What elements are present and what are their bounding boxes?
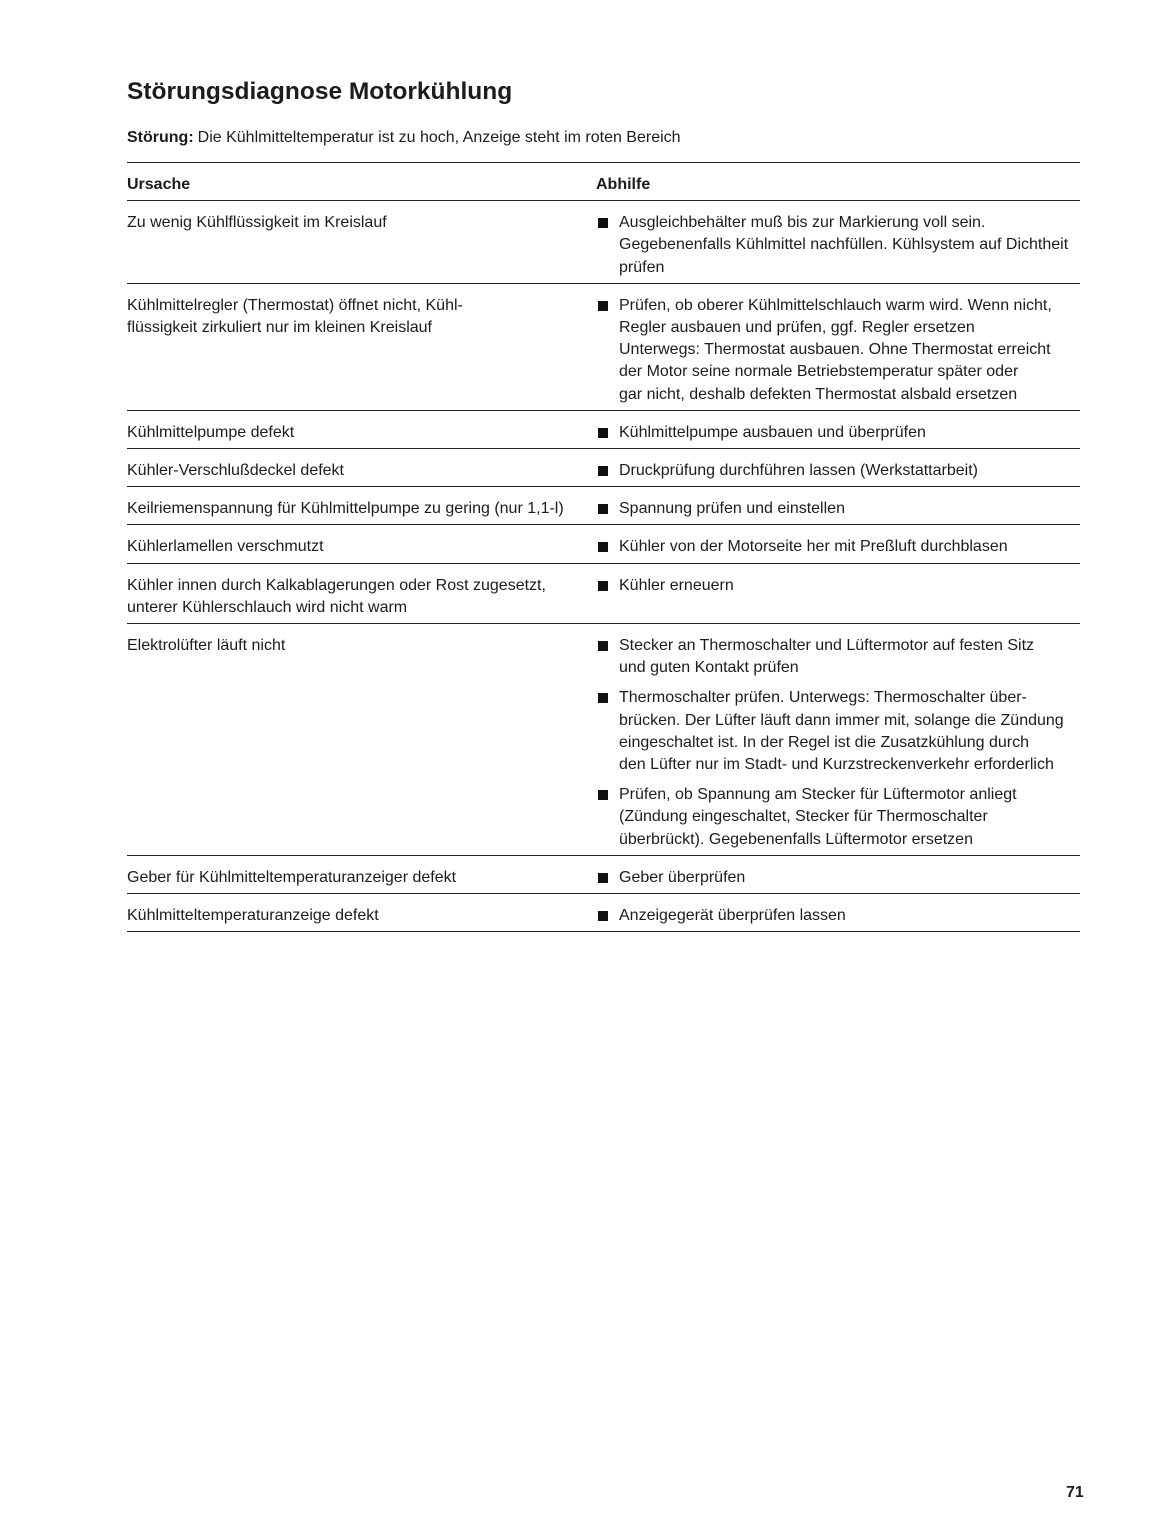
remedy-line: Thermoschalter prüfen. Unterwegs: Thermoschalter über- — [619, 689, 1027, 707]
cause-line: Kühlmittelregler (Thermostat) öffnet nicht, Kühl- — [127, 296, 463, 314]
cause-cell — [127, 460, 596, 482]
cause-line: Zu wenig Kühlflüssigkeit im Kreislauf — [127, 214, 387, 232]
remedy-line: (Zündung eingeschaltet, Stecker für Thermoschalter — [619, 808, 988, 826]
remedy-line: Prüfen, ob Spannung am Stecker für Lüftermotor anliegt — [619, 786, 1017, 804]
remedy-line: prüfen — [619, 258, 665, 276]
remedy-cell — [596, 212, 1080, 279]
cause-line: Kühlmittelpumpe defekt — [127, 423, 295, 441]
cause-line: Kühler-Verschlußdeckel defekt — [127, 462, 344, 480]
bullet-square-icon — [598, 641, 608, 651]
remedy-line: Regler ausbauen und prüfen, ggf. Regler ersetzen — [619, 319, 975, 337]
diagnosis-table — [127, 162, 1080, 932]
cause-line: Keilriemenspannung für Kühlmittelpumpe zu gering (nur 1,1-l) — [127, 500, 564, 518]
remedy-line: Unterwegs: Thermostat ausbauen. Ohne Thermostat erreicht — [619, 341, 1051, 359]
remedy-line: Kühlmittelpumpe ausbauen und überprüfen — [619, 423, 926, 441]
remedy-item — [596, 905, 1080, 927]
remedy-line: und guten Kontakt prüfen — [619, 659, 799, 677]
remedy-line: Stecker an Thermoschalter und Lüftermotor auf festen Sitz — [619, 637, 1035, 655]
table-row — [127, 448, 1080, 486]
remedy-item — [596, 460, 1080, 482]
remedy-line: Geber überprüfen — [619, 868, 746, 886]
remedy-item — [596, 212, 1080, 279]
remedy-line: den Lüfter nur im Stadt- und Kurzstreckenverkehr erforderlich — [619, 756, 1054, 774]
remedy-cell — [596, 905, 1080, 927]
page-title: Störungsdiagnose Motorkühlung — [127, 78, 513, 105]
remedy-item — [596, 536, 1080, 558]
table-row — [127, 893, 1080, 931]
cause-line: Kühlerlamellen verschmutzt — [127, 538, 324, 556]
remedy-line: Druckprüfung durchführen lassen (Werkstattarbeit) — [619, 462, 978, 480]
remedy-line: Kühler erneuern — [619, 576, 734, 594]
remedy-cell — [596, 575, 1080, 619]
fault-text: Die Kühlmitteltemperatur ist zu hoch, Anzeige steht im roten Bereich — [197, 129, 681, 146]
remedy-cell — [596, 498, 1080, 520]
remedy-cell — [596, 460, 1080, 482]
remedy-line: Gegebenenfalls Kühlmittel nachfüllen. Kühlsystem auf Dichtheit — [619, 236, 1069, 254]
bullet-square-icon — [598, 790, 608, 800]
remedy-line: Ausgleichbehälter muß bis zur Markierung voll sein. — [619, 214, 986, 232]
cause-cell — [127, 536, 596, 558]
cause-line: Geber für Kühlmitteltemperaturanzeiger defekt — [127, 868, 457, 886]
table-row — [127, 524, 1080, 562]
cause-line: Kühler innen durch Kalkablagerungen oder Rost zugesetzt, — [127, 576, 546, 594]
cause-cell — [127, 498, 596, 520]
remedy-line: Prüfen, ob oberer Kühlmittelschlauch warm wird. Wenn nicht, — [619, 296, 1052, 314]
remedy-line: eingeschaltet ist. In der Regel ist die Zusatzkühlung durch — [619, 733, 1030, 751]
bullet-square-icon — [598, 542, 608, 552]
cause-cell — [127, 212, 596, 279]
remedy-cell — [596, 536, 1080, 558]
cause-cell — [127, 422, 596, 444]
table-row — [127, 200, 1080, 283]
header-remedy: Abhilfe — [596, 176, 651, 193]
cause-cell — [127, 635, 596, 851]
header-cause: Ursache — [127, 176, 191, 193]
cause-cell — [127, 575, 596, 619]
bullet-square-icon — [598, 581, 608, 591]
table-header-row — [127, 162, 1080, 200]
remedy-line: überbrückt). Gegebenenfalls Lüftermotor ersetzen — [619, 830, 973, 848]
cause-line: flüssigkeit zirkuliert nur im kleinen Kreislauf — [127, 319, 432, 337]
remedy-item — [596, 575, 1080, 597]
bullet-square-icon — [598, 693, 608, 703]
bullet-square-icon — [598, 466, 608, 476]
remedy-line: Kühler von der Motorseite her mit Preßluft durchblasen — [619, 538, 1008, 556]
bullet-square-icon — [598, 428, 608, 438]
table-row — [127, 563, 1080, 623]
cause-cell — [127, 905, 596, 927]
bullet-square-icon — [598, 873, 608, 883]
remedy-line: gar nicht, deshalb defekten Thermostat alsbald ersetzen — [619, 385, 1018, 403]
remedy-cell — [596, 867, 1080, 889]
remedy-line: Anzeigegerät überprüfen lassen — [619, 907, 846, 925]
cause-line: Elektrolüfter läuft nicht — [127, 637, 286, 655]
remedy-cell — [596, 422, 1080, 444]
remedy-line: der Motor seine normale Betriebstemperatur später oder — [619, 363, 1019, 381]
remedy-line: brücken. Der Lüfter läuft dann immer mit, solange die Zündung — [619, 711, 1064, 729]
bullet-square-icon — [598, 301, 608, 311]
remedy-item — [596, 867, 1080, 889]
remedy-item — [596, 295, 1080, 406]
bullet-square-icon — [598, 911, 608, 921]
remedy-item — [596, 687, 1080, 776]
remedy-cell — [596, 295, 1080, 406]
cause-line: unterer Kühlerschlauch wird nicht warm — [127, 598, 408, 616]
fault-description — [127, 127, 681, 149]
bullet-square-icon — [598, 504, 608, 514]
table-row — [127, 283, 1080, 410]
remedy-item — [596, 498, 1080, 520]
bullet-square-icon — [598, 218, 608, 228]
cause-cell — [127, 295, 596, 406]
remedy-item — [596, 422, 1080, 444]
remedy-item — [596, 635, 1080, 679]
fault-label: Störung: — [127, 129, 194, 146]
page-number: 71 — [1066, 1484, 1084, 1501]
remedy-item — [596, 784, 1080, 851]
cause-line: Kühlmitteltemperaturanzeige defekt — [127, 907, 379, 925]
cause-cell — [127, 867, 596, 889]
table-row — [127, 855, 1080, 893]
remedy-cell — [596, 635, 1080, 851]
table-row — [127, 410, 1080, 448]
table-row — [127, 623, 1080, 855]
remedy-line: Spannung prüfen und einstellen — [619, 500, 845, 518]
table-row — [127, 486, 1080, 524]
